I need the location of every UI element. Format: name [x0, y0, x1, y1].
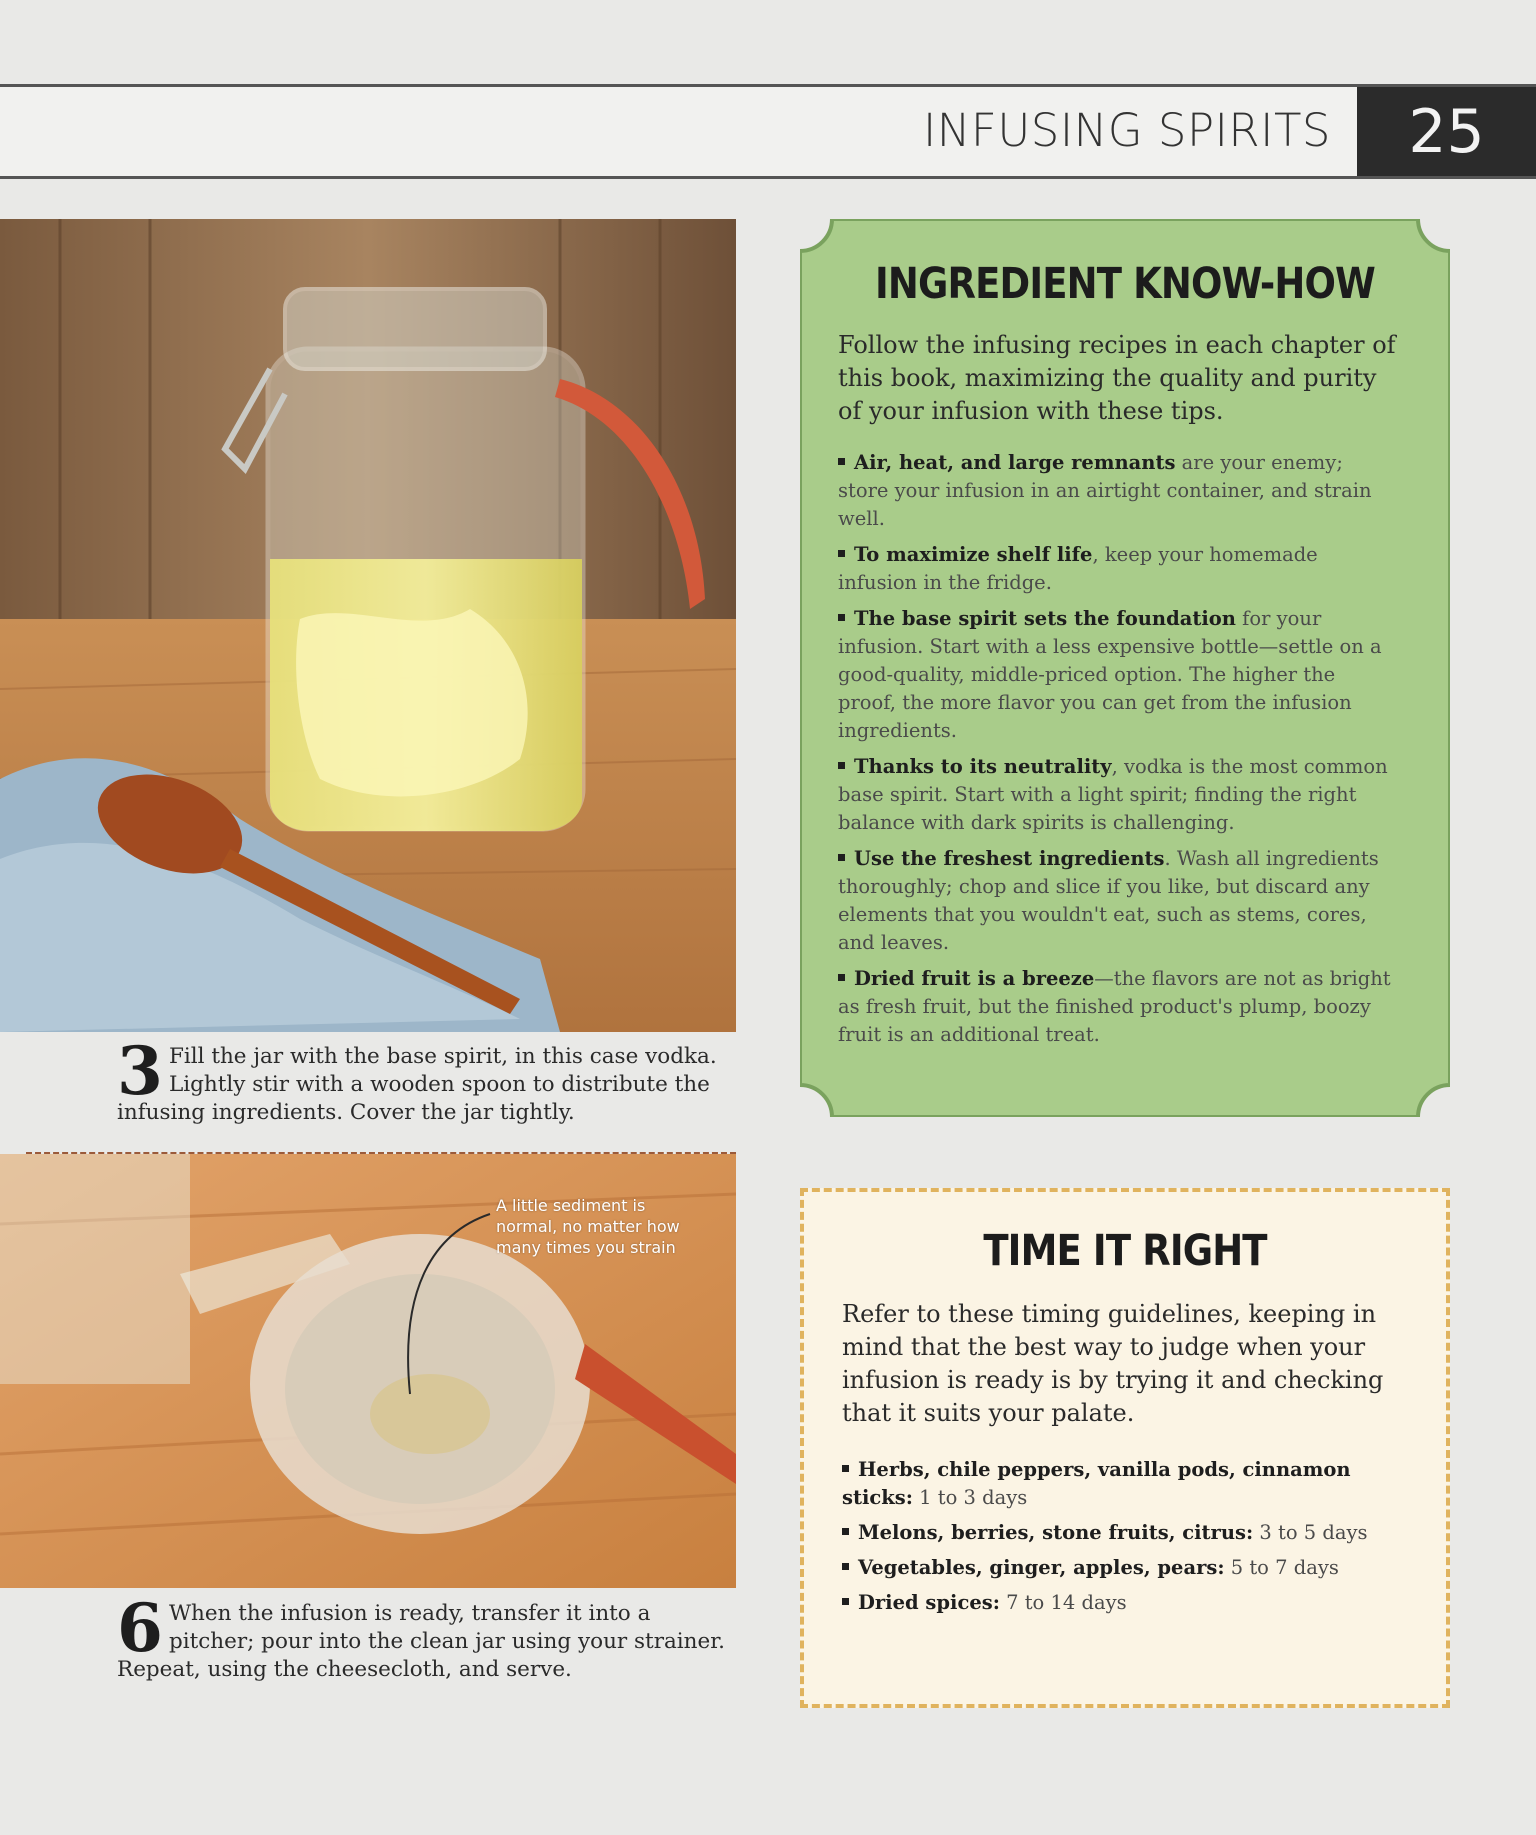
step-3-caption [117, 1032, 732, 1127]
bullet-icon [838, 614, 845, 621]
bullet-icon [838, 458, 845, 465]
box-title: INGREDIENT KNOW-HOW [875, 259, 1375, 309]
time-it-right-box [800, 1188, 1450, 1708]
list-item: Vegetables, ginger, apples, pears: 5 to 7 days [842, 1554, 1402, 1582]
bullet-icon [838, 550, 845, 557]
section-title: INFUSING SPIRITS [923, 104, 1331, 157]
list-item: Dried spices: 7 to 14 days [842, 1589, 1402, 1617]
list-item: The base spirit sets the foundation for your infusion. Start with a less expensive bottle—settle on a good-quality, middle-priced option. The higher the proof, the more flavor you can get from the infusion ingredients. [838, 607, 1382, 742]
step-6-caption [117, 1589, 732, 1684]
list-item: Herbs, chile peppers, vanilla pods, cinnamon sticks: 1 to 3 days [842, 1458, 1351, 1509]
step-number: 6 [117, 1589, 163, 1667]
bullet-icon [838, 974, 845, 981]
jar-infusion-photo [0, 219, 736, 1032]
step-text: Fill the jar with the base spirit, in this case vodka. Lightly stir with a wooden spoon to distribute the infusing ingredients. Cover the jar tightly. [117, 1044, 717, 1125]
bullet-icon [842, 1563, 849, 1570]
ingredient-tips-list [838, 449, 1398, 1057]
bullet-icon [842, 1465, 849, 1472]
box-title: TIME IT RIGHT [983, 1226, 1267, 1276]
bullet-icon [842, 1528, 849, 1535]
list-item: Dried fruit is a breeze—the flavors are not as bright as fresh fruit, but the finished product's plump, boozy fruit is an additional treat. [838, 967, 1391, 1046]
list-item: Air, heat, and large remnants are your enemy; store your infusion in an airtight container, and strain well. [838, 451, 1372, 530]
list-item: Thanks to its neutrality, vodka is the most common base spirit. Start with a light spirit; finding the right balance with dark spirits is challenging. [838, 755, 1388, 834]
timing-tips-list [842, 1456, 1402, 1624]
step-text: When the infusion is ready, transfer it into a pitcher; pour into the clean jar using your strainer. Repeat, using the cheesecloth, and serve. [117, 1601, 725, 1682]
box-intro: Refer to these timing guidelines, keeping in mind that the best way to judge when your infusion is ready is by trying it and checking that it suits your palate. [842, 1300, 1384, 1427]
page-number: 25 [1357, 87, 1536, 176]
header-rule-top [0, 84, 1536, 87]
bullet-icon [838, 854, 845, 861]
sediment-annotation: A little sediment is normal, no matter how many times you strain [496, 1196, 680, 1257]
step-number: 3 [117, 1032, 163, 1110]
list-item: Use the freshest ingredients. Wash all ingredients thoroughly; chop and slice if you like, but discard any elements that you wouldn't eat, such as stems, cores, and leaves. [838, 847, 1379, 954]
header-rule-bottom [0, 176, 1536, 179]
bullet-icon [842, 1598, 849, 1605]
list-item: To maximize shelf life, keep your homemade infusion in the fridge. [838, 543, 1318, 594]
bullet-icon [838, 762, 845, 769]
list-item: Melons, berries, stone fruits, citrus: 3 to 5 days [842, 1519, 1402, 1547]
ingredient-know-how-box [800, 219, 1450, 1117]
box-intro: Follow the infusing recipes in each chapter of this book, maximizing the quality and purity of your infusion with these tips. [838, 331, 1396, 425]
